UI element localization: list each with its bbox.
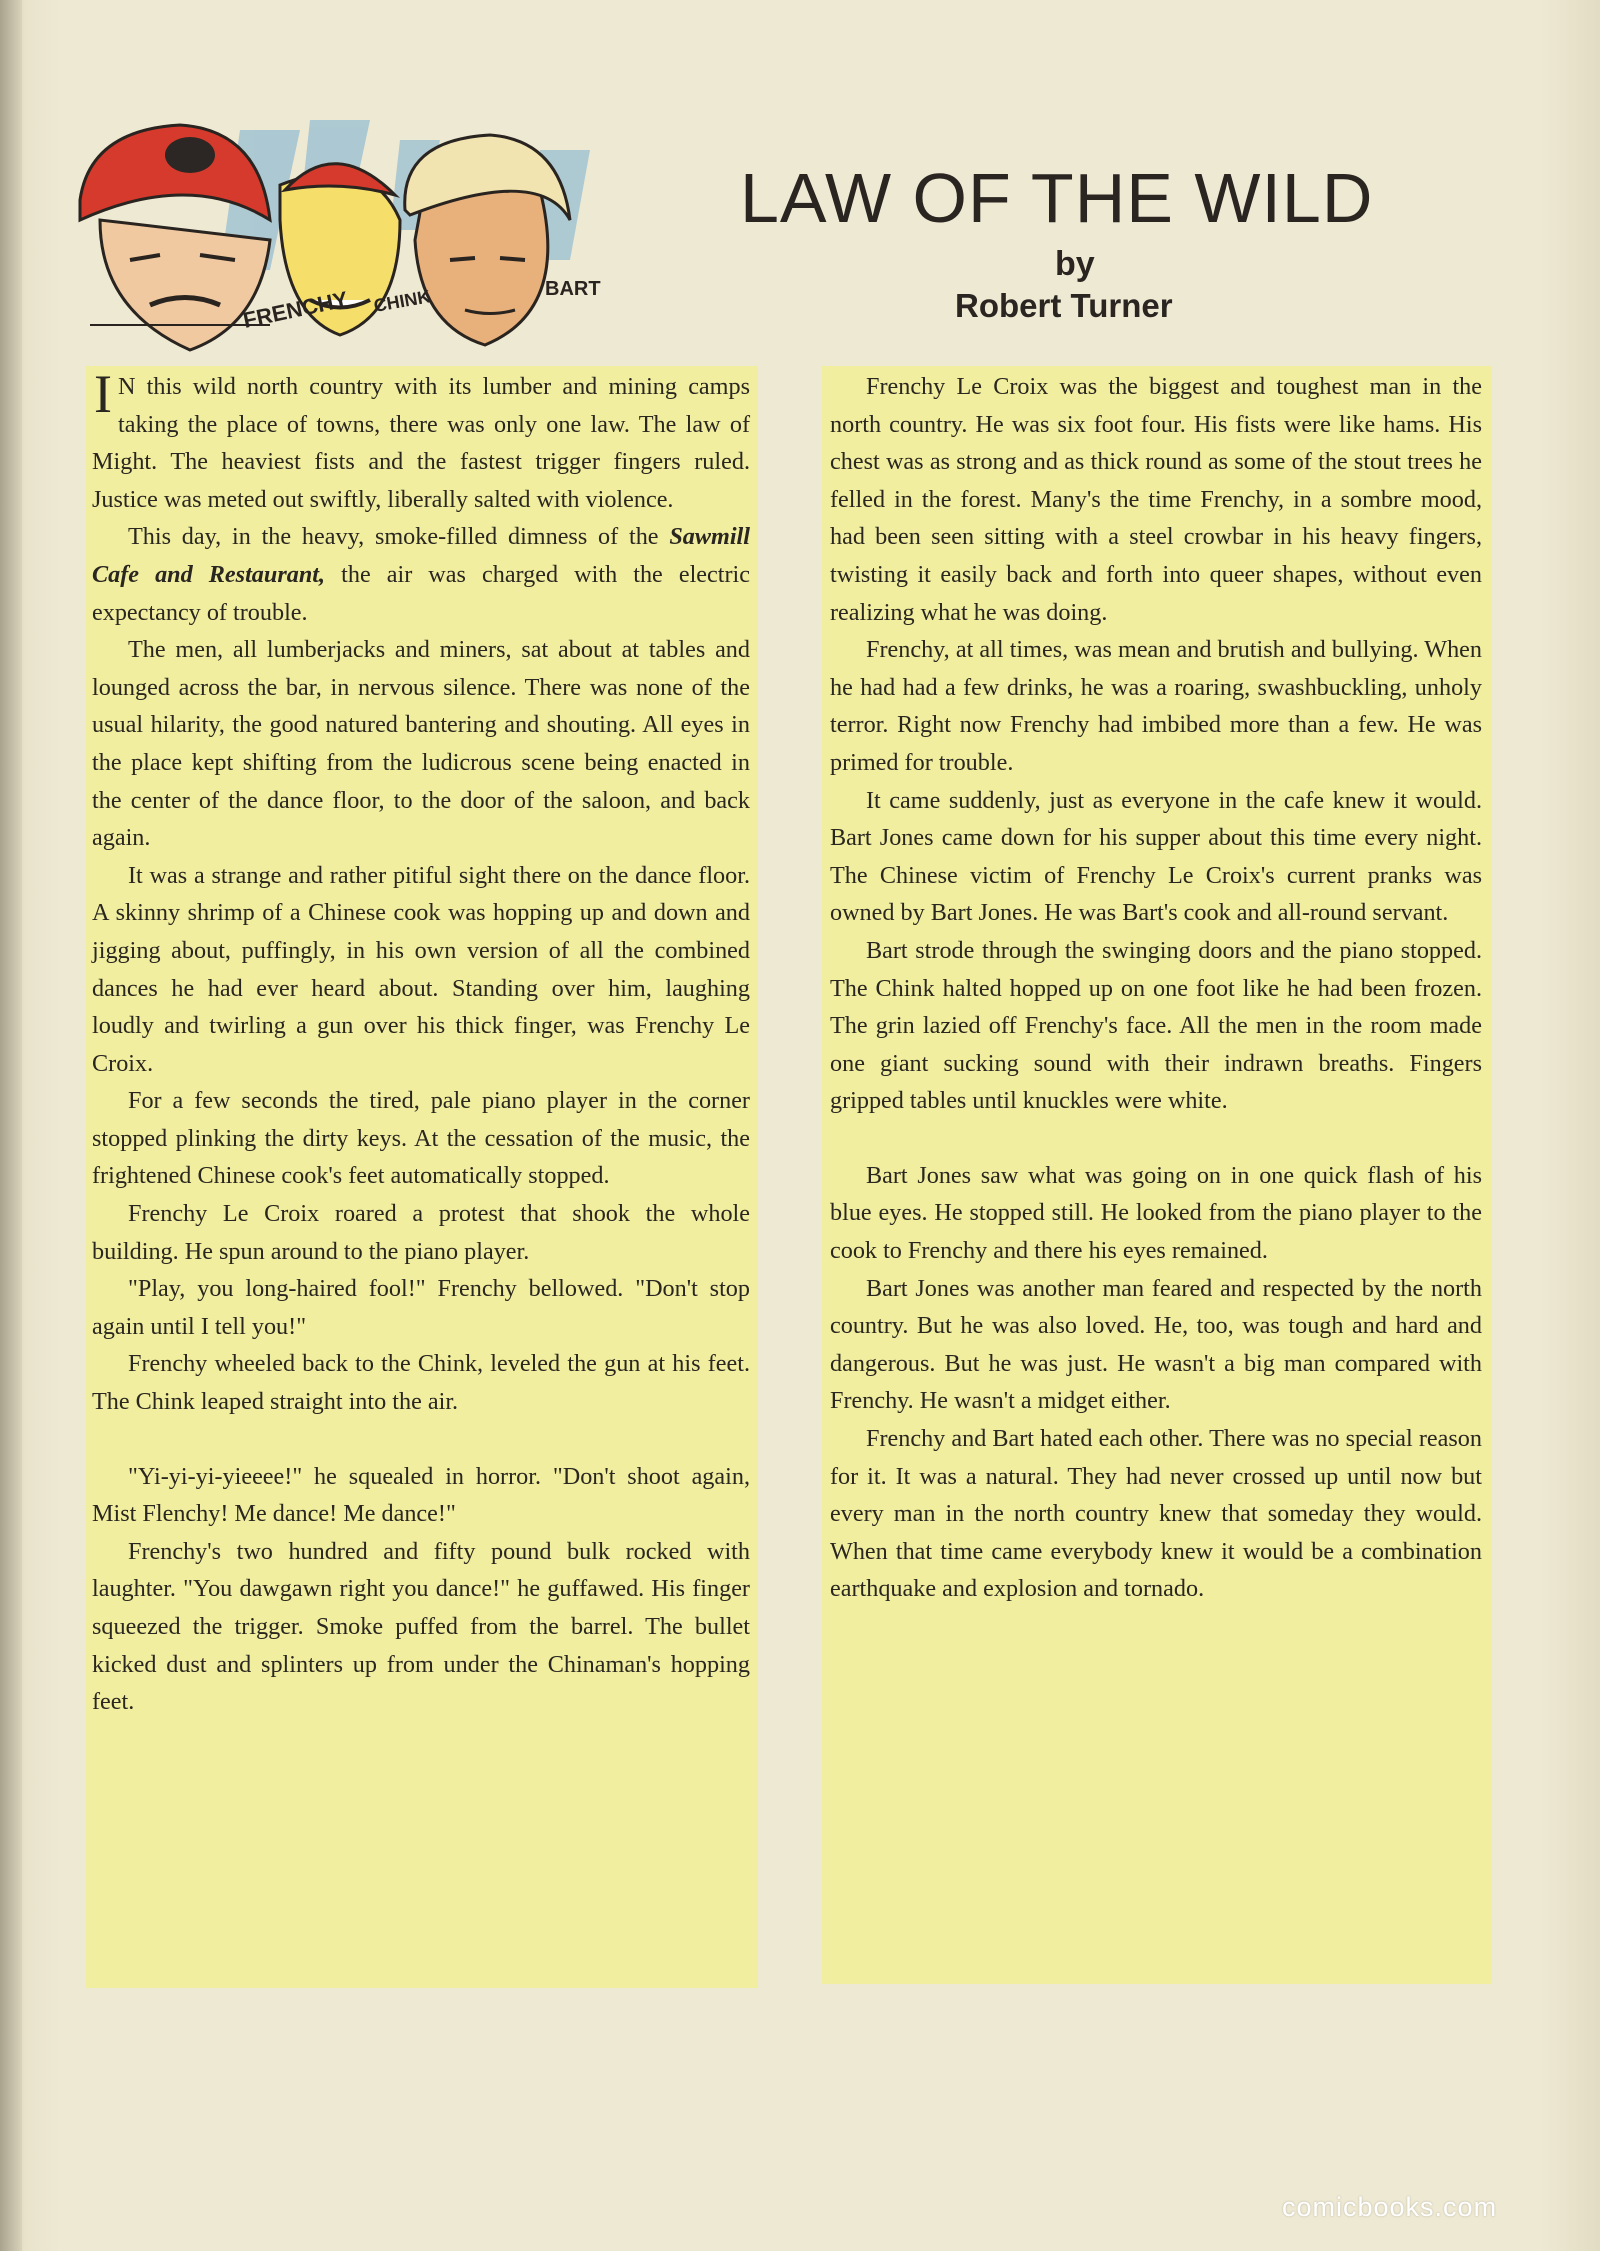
story-title: LAW OF THE WILD (740, 159, 1374, 237)
paragraph: Frenchy's two hundred and fifty pound bulk rocked with laughter. "You dawgawn right you dance!" he guffawed. His finger squeezed the trigger. Smoke puffed from the barrel. The bullet kicked dust and splinters up from under the Chinaman's hopping feet. (92, 1537, 750, 1716)
site-watermark: comicbooks.com (1282, 2192, 1498, 2222)
byline-by: by (1055, 245, 1095, 283)
paragraph: Bart strode through the swinging doors and the piano stopped. The Chink halted hopped up on one foot like he had been frozen. The grin lazied off Frenchy's face. All the men in the room made one giant sucking sound with their indrawn breaths. Fingers gripped tables until knuckles were white. (830, 936, 1482, 1115)
paragraph: Frenchy, at all times, was mean and brutish and bullying. When he had had a few drinks, he was a roaring, swashbuckling, unholy terror. Right now Frenchy had imbibed more than a few. He was primed for trouble. (830, 636, 1482, 776)
page-spine-shadow (0, 0, 22, 2251)
paragraph: Frenchy Le Croix was the biggest and toughest man in the north country. He was six foot four. His fists were like hams. His chest was as strong and as thick round as some of the stout trees he felled in the forest. Many's the time Frenchy, in a sombre mood, had been seen sitting with a steel crowbar in his heavy fingers, twisting it easily back and forth into queer shapes, without even realizing what he was doing. (830, 373, 1482, 626)
paragraph: It was a strange and rather pitiful sight there on the dance floor. A skinny shrimp of a Chinese cook was hopping up and down and jigging about, puffingly, in his own version of all the combined dances he had ever heard about. Standing over him, laughing loudly and twirling a gun over his thick finger, was Frenchy Le Croix. (92, 861, 750, 1077)
paragraph: "Play, you long-haired fool!" Frenchy bellowed. "Don't stop again until I tell you!" (92, 1275, 750, 1340)
paragraph (92, 518, 750, 631)
paragraph: The men, all lumberjacks and miners, sat about at tables and lounged across the bar, in nervous silence. There was none of the usual hilarity, the good natured bantering and shouting. All eyes in the place kept shifting from the ludicrous scene being enacted in the center of the dance floor, to the door of the saloon, and back again. (92, 636, 750, 852)
paragraph: Bart Jones saw what was going on in one quick flash of his blue eyes. He stopped still. He looked from the piano player to the cook to Frenchy and there his eyes remained. (830, 1161, 1482, 1265)
paragraph: "Yi-yi-yi-yieeee!" he squealed in horror. "Don't shoot again, Mist Flenchy! Me dance! Me dance!" (92, 1462, 750, 1528)
paragraph-text: This day, in the heavy, smoke-filled dimness of the (128, 523, 670, 551)
paragraph: Bart Jones was another man feared and respected by the north country. But he was also loved. He, too, was tough and hard and dangerous. But he was just. He wasn't a big man compared with Frenchy. He wasn't a midget either. (830, 1274, 1482, 1415)
paragraph (92, 364, 750, 518)
label-chink: CHINK (372, 286, 432, 316)
paragraph: Frenchy Le Croix roared a protest that shook the whole building. He spun around to the piano player. (92, 1200, 750, 1265)
story-column-left (86, 366, 758, 1988)
bart-portrait (405, 135, 570, 345)
paragraph: Frenchy and Bart hated each other. There was no special reason for it. It was a natural. They had never crossed up until now but every man in the north country knew that someday they would. When that time came everybody knew it would be a combination earthquake and explosion and tornado. (830, 1425, 1482, 1603)
cafe-name: Sawmill Cafe and Restaurant, (92, 523, 750, 588)
drop-cap: I (94, 364, 112, 424)
paragraph-text: the air was charged with the electric expectancy of trouble. (92, 560, 750, 626)
paragraph: For a few seconds the tired, pale piano player in the corner stopped plinking the dirty keys. At the cessation of the music, the frightened Chinese cook's feet automatically stopped. (92, 1087, 750, 1190)
label-bart: BART (545, 278, 601, 300)
paragraph: Frenchy wheeled back to the Chink, leveled the gun at his feet. The Chink leaped straight into the air. (92, 1350, 750, 1416)
label-frenchy: FRENCHY (240, 286, 351, 333)
story-author: Robert Turner (955, 287, 1173, 324)
paragraph: It came suddenly, just as everyone in the cafe knew it would. Bart Jones came down for his supper about this time every night. The Chinese victim of Frenchy Le Croix's current pranks was owned by Bart Jones. He was Bart's cook and all-round servant. (830, 786, 1482, 927)
story-column-right (822, 366, 1492, 1984)
paragraph-text: N this wild north country with its lumber and mining camps taking the place of towns, there was only one law. The law of Might. The heaviest fists and the fastest trigger fingers ruled. Justice was meted out swiftly, liberally salted with violence. (92, 373, 750, 513)
